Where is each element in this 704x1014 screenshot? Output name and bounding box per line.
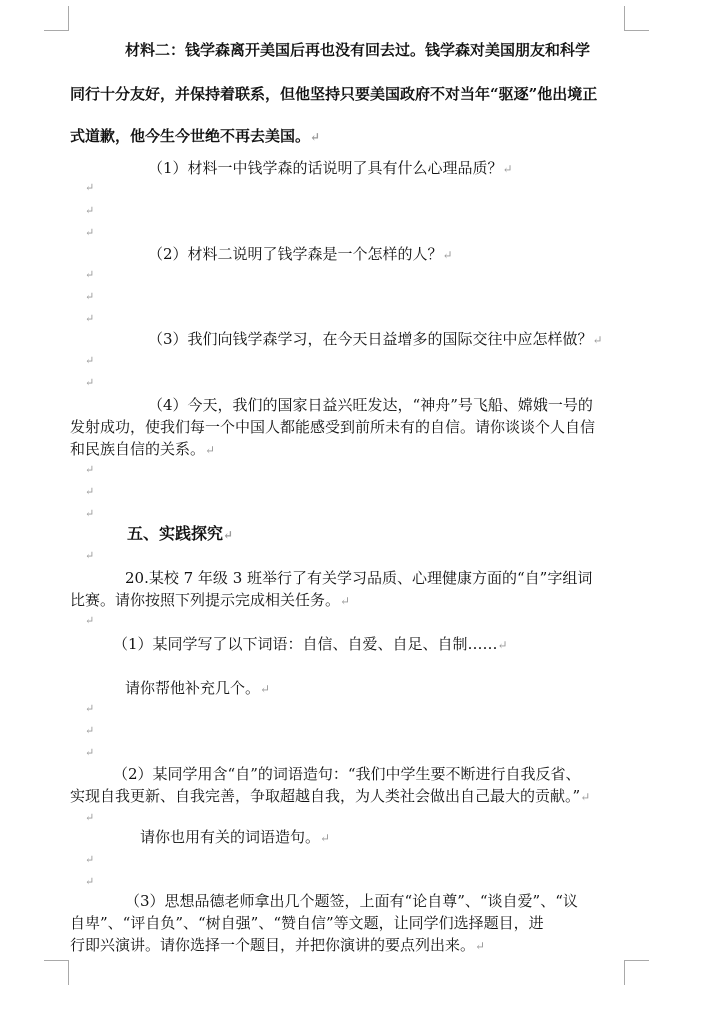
material2-line-2: 同行十分友好，并保持着联系，但他坚持只要美国政府不对当年“驱逐”他出境正 [70, 85, 598, 103]
question-20-2-line-2: 实现自我更新、自我完善，争取超越自我，为人类社会做出自己最大的贡献。”↵ [70, 787, 591, 805]
empty-paragraph-mark: ↵ [85, 485, 95, 498]
crop-mark-bottom-right [624, 960, 649, 985]
empty-paragraph-mark: ↵ [85, 507, 95, 520]
question-4-line-2: 发射成功，使我们每一个中国人都能感受到前所未有的自信。请你谈谈个人自信 [70, 418, 596, 436]
empty-paragraph-mark: ↵ [85, 354, 95, 367]
empty-paragraph-mark: ↵ [85, 702, 95, 715]
empty-paragraph-mark: ↵ [85, 463, 95, 476]
question-4-line-1: （4）今天，我们的国家日益兴旺发达，“神舟”号飞船、嫦娥一号的 [148, 396, 593, 414]
question-20-2-line-1: （2）某同学用含“自”的词语造句：“我们中学生要不断进行自我反省、 [113, 765, 581, 783]
empty-paragraph-mark: ↵ [85, 268, 95, 281]
material2-line-3: 式道歉，他今生今世绝不再去美国。↵ [70, 127, 321, 145]
question-20-1-line-2: 请你帮他补充几个。↵ [125, 679, 271, 697]
question-20-2-line-3: 请你也用有关的词语造句。↵ [140, 828, 331, 846]
empty-paragraph-mark: ↵ [85, 853, 95, 866]
empty-paragraph-mark: ↵ [85, 746, 95, 759]
question-20-3-line-2: 自卑”、“评自负”、“树自强”、“赞自信”等文题，让同学们选择题目，进 [70, 914, 544, 932]
question-20-3-line-1: （3）思想品德老师拿出几个题签，上面有“论自尊”、“谈自爱”、“议 [125, 892, 578, 910]
question-20-line-1: 20.某校 7 年级 3 班举行了有关学习品质、心理健康方面的“自”字组词 [125, 569, 593, 587]
question-20-line-2: 比赛。请你按照下列提示完成相关任务。↵ [70, 591, 351, 609]
empty-paragraph-mark: ↵ [85, 549, 95, 562]
empty-paragraph-mark: ↵ [85, 614, 95, 627]
empty-paragraph-mark: ↵ [85, 204, 95, 217]
empty-paragraph-mark: ↵ [85, 811, 95, 824]
question-1: （1）材料一中钱学森的话说明了具有什么心理品质？↵ [148, 159, 513, 177]
question-20-3-line-3: 行即兴演讲。请你选择一个题目，并把你演讲的要点列出来。↵ [70, 936, 486, 954]
crop-mark-top-right [624, 6, 649, 31]
section-heading: 五、实践探究↵ [127, 524, 234, 543]
question-3: （3）我们向钱学森学习，在今天日益增多的国际交往中应怎样做？↵ [148, 330, 603, 348]
empty-paragraph-mark: ↵ [85, 290, 95, 303]
question-2: （2）材料二说明了钱学森是一个怎样的人？↵ [148, 245, 453, 263]
question-4-line-3: 和民族自信的关系。↵ [70, 440, 216, 458]
empty-paragraph-mark: ↵ [85, 312, 95, 325]
crop-mark-top-left [44, 6, 69, 31]
empty-paragraph-mark: ↵ [85, 376, 95, 389]
empty-paragraph-mark: ↵ [85, 875, 95, 888]
material2-line-1: 材料二：钱学森离开美国后再也没有回去过。钱学森对美国朋友和科学 [125, 41, 591, 59]
empty-paragraph-mark: ↵ [85, 181, 95, 194]
empty-paragraph-mark: ↵ [85, 724, 95, 737]
empty-paragraph-mark: ↵ [85, 226, 95, 239]
crop-mark-bottom-left [44, 960, 69, 985]
question-20-1-line-1: （1）某同学写了以下词语：自信、自爱、自足、自制……↵ [113, 635, 508, 653]
